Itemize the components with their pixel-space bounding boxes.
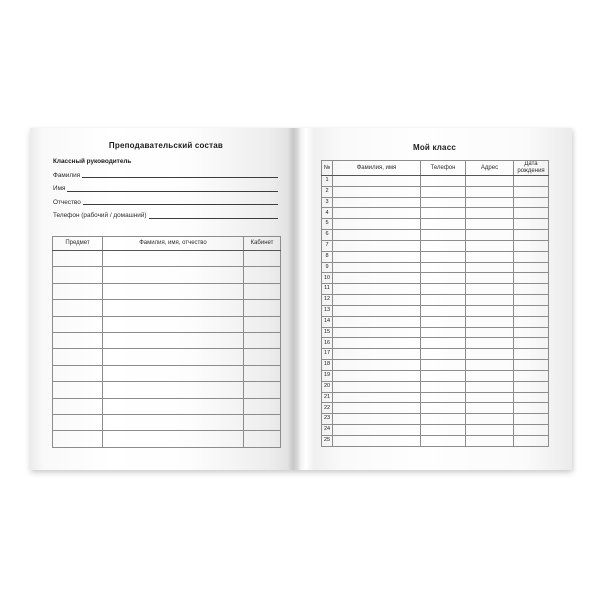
empty-cell <box>333 360 421 371</box>
empty-cell <box>514 392 549 403</box>
column-header-birth-date: Дата рождения <box>514 161 549 176</box>
row-number-cell: 1 <box>322 176 333 187</box>
empty-cell <box>333 403 421 414</box>
empty-cell <box>514 230 549 241</box>
empty-cell <box>103 300 244 316</box>
empty-cell <box>421 176 466 187</box>
empty-cell <box>333 284 421 295</box>
empty-cell <box>333 316 421 327</box>
empty-cell <box>421 284 466 295</box>
table-row <box>322 208 549 219</box>
column-header-address: Адрес <box>466 161 514 176</box>
empty-cell <box>103 349 244 365</box>
empty-cell <box>514 338 549 349</box>
table-row <box>322 273 549 284</box>
empty-cell <box>466 219 514 230</box>
empty-cell <box>514 327 549 338</box>
empty-cell <box>333 338 421 349</box>
teachers-table-body <box>53 251 281 448</box>
empty-cell <box>244 349 281 365</box>
table-row <box>53 415 281 431</box>
column-header-subject: Предмет <box>53 237 103 251</box>
class-table <box>321 160 549 447</box>
row-number-cell: 3 <box>322 197 333 208</box>
table-row <box>322 305 549 316</box>
form-field-label: Фамилия <box>53 171 81 179</box>
empty-cell <box>466 370 514 381</box>
table-row <box>322 435 549 446</box>
table-row <box>322 360 549 371</box>
empty-cell <box>514 435 549 446</box>
empty-cell <box>466 403 514 414</box>
form-field-row <box>53 165 278 178</box>
form-field-row <box>53 178 278 191</box>
empty-cell <box>514 176 549 187</box>
class-table-body <box>322 176 549 447</box>
empty-cell <box>466 176 514 187</box>
empty-cell <box>466 316 514 327</box>
form-field-row <box>53 205 278 218</box>
empty-cell <box>333 186 421 197</box>
table-row <box>53 267 281 283</box>
empty-cell <box>466 392 514 403</box>
empty-cell <box>466 349 514 360</box>
table-row <box>322 392 549 403</box>
table-row <box>53 251 281 267</box>
column-header-number: № <box>322 161 333 176</box>
empty-cell <box>421 360 466 371</box>
empty-cell <box>421 370 466 381</box>
empty-cell <box>333 197 421 208</box>
table-row <box>53 365 281 381</box>
empty-cell <box>103 365 244 381</box>
class-teacher-heading: Классный руководитель <box>53 158 132 165</box>
empty-cell <box>466 284 514 295</box>
table-row <box>322 403 549 414</box>
empty-cell <box>333 381 421 392</box>
empty-cell <box>466 251 514 262</box>
empty-cell <box>103 251 244 267</box>
empty-cell <box>466 273 514 284</box>
open-book <box>30 128 572 470</box>
empty-cell <box>466 414 514 425</box>
empty-cell <box>244 300 281 316</box>
empty-cell <box>103 316 244 332</box>
table-row <box>53 283 281 299</box>
form-field-blank-line <box>149 218 278 219</box>
empty-cell <box>421 208 466 219</box>
table-row <box>322 414 549 425</box>
row-number-cell: 22 <box>322 403 333 414</box>
empty-cell <box>333 425 421 436</box>
teachers-table <box>52 236 281 448</box>
empty-cell <box>103 382 244 398</box>
row-number-cell: 21 <box>322 392 333 403</box>
empty-cell <box>466 186 514 197</box>
row-number-cell: 24 <box>322 425 333 436</box>
row-number-cell: 13 <box>322 305 333 316</box>
row-number-cell: 17 <box>322 349 333 360</box>
empty-cell <box>103 333 244 349</box>
table-row <box>322 381 549 392</box>
empty-cell <box>244 267 281 283</box>
form-field-label: Отчество <box>53 198 81 206</box>
empty-cell <box>244 431 281 448</box>
empty-cell <box>53 251 103 267</box>
empty-cell <box>333 251 421 262</box>
empty-cell <box>333 219 421 230</box>
empty-cell <box>53 283 103 299</box>
empty-cell <box>103 415 244 431</box>
table-row <box>322 338 549 349</box>
empty-cell <box>466 435 514 446</box>
form-field-row <box>53 192 278 205</box>
empty-cell <box>514 425 549 436</box>
column-header-full-name: Фамилия, имя, отчество <box>103 237 244 251</box>
empty-cell <box>244 333 281 349</box>
empty-cell <box>421 381 466 392</box>
empty-cell <box>53 333 103 349</box>
empty-cell <box>514 186 549 197</box>
form-field-blank-line <box>67 191 278 192</box>
empty-cell <box>466 197 514 208</box>
row-number-cell: 4 <box>322 208 333 219</box>
table-row <box>322 425 549 436</box>
empty-cell <box>103 283 244 299</box>
empty-cell <box>333 273 421 284</box>
empty-cell <box>421 305 466 316</box>
empty-cell <box>333 176 421 187</box>
empty-cell <box>53 316 103 332</box>
empty-cell <box>421 219 466 230</box>
column-header-phone: Телефон <box>421 161 466 176</box>
row-number-cell: 15 <box>322 327 333 338</box>
empty-cell <box>333 370 421 381</box>
row-number-cell: 8 <box>322 251 333 262</box>
empty-cell <box>514 349 549 360</box>
empty-cell <box>244 382 281 398</box>
empty-cell <box>466 230 514 241</box>
empty-cell <box>333 414 421 425</box>
row-number-cell: 19 <box>322 370 333 381</box>
empty-cell <box>53 267 103 283</box>
empty-cell <box>514 262 549 273</box>
empty-cell <box>514 273 549 284</box>
row-number-cell: 25 <box>322 435 333 446</box>
empty-cell <box>514 316 549 327</box>
row-number-cell: 16 <box>322 338 333 349</box>
empty-cell <box>514 370 549 381</box>
empty-cell <box>244 365 281 381</box>
row-number-cell: 12 <box>322 295 333 306</box>
table-row <box>322 316 549 327</box>
empty-cell <box>103 398 244 414</box>
empty-cell <box>421 403 466 414</box>
empty-cell <box>333 392 421 403</box>
table-row <box>322 349 549 360</box>
empty-cell <box>333 240 421 251</box>
empty-cell <box>53 382 103 398</box>
empty-cell <box>421 295 466 306</box>
empty-cell <box>53 349 103 365</box>
empty-cell <box>466 208 514 219</box>
empty-cell <box>421 327 466 338</box>
empty-cell <box>333 327 421 338</box>
empty-cell <box>421 435 466 446</box>
row-number-cell: 23 <box>322 414 333 425</box>
empty-cell <box>333 295 421 306</box>
empty-cell <box>421 338 466 349</box>
empty-cell <box>421 349 466 360</box>
empty-cell <box>514 403 549 414</box>
empty-cell <box>421 197 466 208</box>
empty-cell <box>244 283 281 299</box>
book-spine <box>288 128 306 470</box>
empty-cell <box>466 327 514 338</box>
empty-cell <box>466 240 514 251</box>
empty-cell <box>514 360 549 371</box>
empty-cell <box>421 414 466 425</box>
empty-cell <box>466 295 514 306</box>
empty-cell <box>53 365 103 381</box>
empty-cell <box>53 415 103 431</box>
empty-cell <box>514 197 549 208</box>
empty-cell <box>514 381 549 392</box>
right-page-title: Мой класс <box>412 143 457 152</box>
empty-cell <box>103 431 244 448</box>
row-number-cell: 11 <box>322 284 333 295</box>
empty-cell <box>421 230 466 241</box>
table-row <box>53 431 281 448</box>
empty-cell <box>421 186 466 197</box>
empty-cell <box>333 262 421 273</box>
empty-cell <box>53 300 103 316</box>
empty-cell <box>466 338 514 349</box>
class-table-header-row <box>322 161 549 176</box>
table-row <box>322 370 549 381</box>
class-teacher-form <box>53 165 278 219</box>
empty-cell <box>514 295 549 306</box>
column-header-surname-name: Фамилия, имя <box>333 161 421 176</box>
empty-cell <box>514 284 549 295</box>
empty-cell <box>421 425 466 436</box>
row-number-cell: 10 <box>322 273 333 284</box>
empty-cell <box>53 431 103 448</box>
table-row <box>322 240 549 251</box>
row-number-cell: 2 <box>322 186 333 197</box>
table-row <box>53 316 281 332</box>
empty-cell <box>514 305 549 316</box>
empty-cell <box>466 360 514 371</box>
empty-cell <box>466 262 514 273</box>
table-row <box>322 251 549 262</box>
empty-cell <box>421 273 466 284</box>
table-row <box>322 327 549 338</box>
empty-cell <box>244 398 281 414</box>
row-number-cell: 6 <box>322 230 333 241</box>
table-row <box>322 186 549 197</box>
empty-cell <box>514 251 549 262</box>
empty-cell <box>514 240 549 251</box>
empty-cell <box>421 240 466 251</box>
left-page-title: Преподавательский состав <box>108 141 224 150</box>
empty-cell <box>333 230 421 241</box>
empty-cell <box>333 208 421 219</box>
table-row <box>322 219 549 230</box>
row-number-cell: 14 <box>322 316 333 327</box>
empty-cell <box>514 414 549 425</box>
empty-cell <box>244 316 281 332</box>
empty-cell <box>333 349 421 360</box>
empty-cell <box>244 251 281 267</box>
row-number-cell: 9 <box>322 262 333 273</box>
form-field-label: Телефон (рабочий / домашний) <box>53 212 147 220</box>
empty-cell <box>244 415 281 431</box>
form-field-blank-line <box>82 177 278 178</box>
table-row <box>322 230 549 241</box>
table-row <box>53 333 281 349</box>
empty-cell <box>466 425 514 436</box>
table-row <box>53 349 281 365</box>
empty-cell <box>53 398 103 414</box>
empty-cell <box>421 392 466 403</box>
empty-cell <box>514 208 549 219</box>
table-row <box>322 262 549 273</box>
empty-cell <box>333 435 421 446</box>
empty-cell <box>466 305 514 316</box>
empty-cell <box>421 251 466 262</box>
row-number-cell: 20 <box>322 381 333 392</box>
row-number-cell: 7 <box>322 240 333 251</box>
table-row <box>53 300 281 316</box>
table-row <box>322 176 549 187</box>
table-row <box>53 382 281 398</box>
teachers-table-header-row <box>53 237 281 251</box>
empty-cell <box>421 316 466 327</box>
table-row <box>322 284 549 295</box>
form-field-blank-line <box>83 204 278 205</box>
empty-cell <box>421 262 466 273</box>
empty-cell <box>466 381 514 392</box>
table-row <box>53 398 281 414</box>
row-number-cell: 5 <box>322 219 333 230</box>
table-row <box>322 197 549 208</box>
column-header-room: Кабинет <box>244 237 281 251</box>
empty-cell <box>514 219 549 230</box>
table-row <box>322 295 549 306</box>
row-number-cell: 18 <box>322 360 333 371</box>
form-field-label: Имя <box>53 185 66 193</box>
empty-cell <box>103 267 244 283</box>
empty-cell <box>333 305 421 316</box>
